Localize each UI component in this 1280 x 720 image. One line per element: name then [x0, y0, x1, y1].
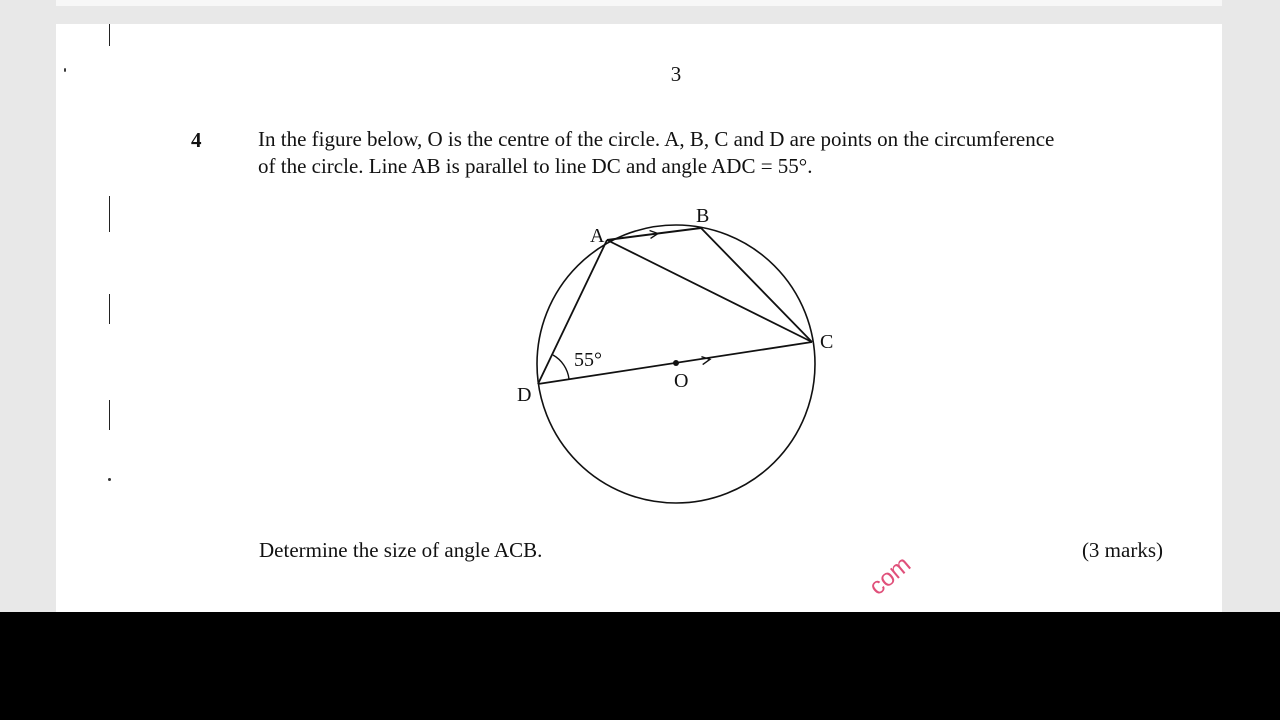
- black-letterbox-bar: [0, 612, 1280, 720]
- question-line-1: In the figure below, O is the centre of the circle. A, B, C and D are points on the circumference: [258, 127, 1055, 151]
- margin-line: [109, 294, 110, 324]
- page-number: 3: [670, 62, 682, 86]
- label-c: C: [820, 331, 834, 353]
- label-b: B: [696, 205, 710, 227]
- circle-diagram: [496, 204, 856, 514]
- chord-ac: [607, 240, 812, 342]
- document-page: [56, 24, 1222, 612]
- question-text: [258, 126, 1158, 180]
- margin-line: [109, 24, 110, 46]
- task-text: Determine the size of angle ACB.: [259, 538, 543, 562]
- margin-line: [109, 400, 110, 430]
- margin-line: [109, 196, 110, 232]
- watermark: com: [864, 550, 917, 601]
- question-line-2: of the circle. Line AB is parallel to line DC and angle ADC = 55°.: [258, 154, 813, 178]
- chord-bc: [701, 228, 812, 342]
- label-d: D: [517, 384, 532, 406]
- question-number: 4: [191, 128, 202, 152]
- angle-label: 55°: [574, 349, 602, 371]
- chord-ab: [607, 228, 701, 240]
- centre-point: [673, 360, 679, 366]
- top-page-strip: [56, 0, 1222, 6]
- parallel-arrow-dc: [701, 355, 710, 364]
- circle-figure: [496, 204, 856, 514]
- marks-text: (3 marks): [1081, 538, 1163, 562]
- angle-arc-adc: [553, 355, 569, 379]
- label-o: O: [674, 370, 689, 392]
- label-a: A: [590, 225, 605, 247]
- scan-speck: [108, 478, 111, 481]
